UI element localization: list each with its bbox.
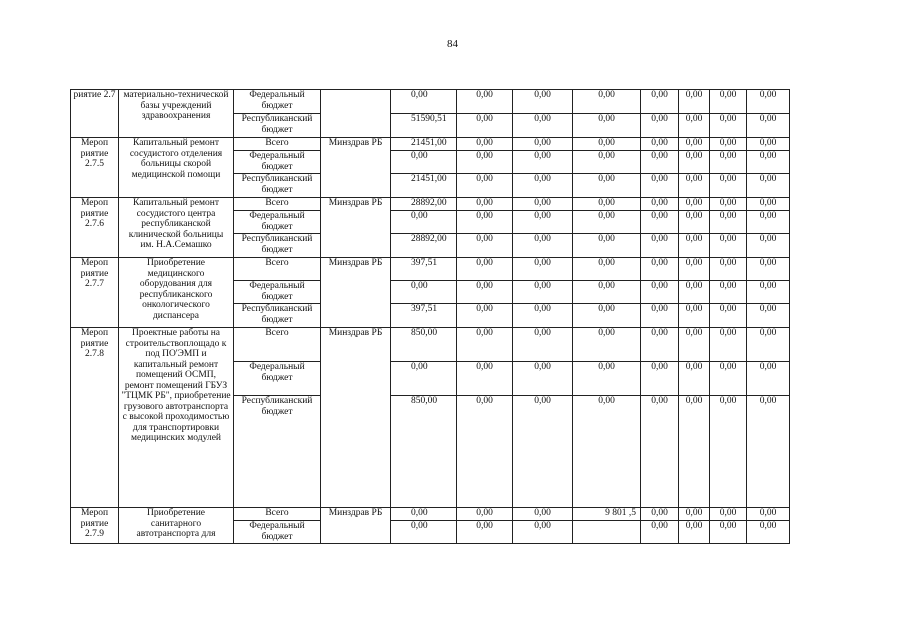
measure-name: Приобретение санитарного автотранспорта для xyxy=(119,508,234,544)
amount-cell: 0,00 xyxy=(457,211,513,234)
amount-cell: 0,00 xyxy=(641,328,679,362)
amount-cell: 0,00 xyxy=(513,281,573,304)
amount-cell: 0,00 xyxy=(457,281,513,304)
amount-cell: 0,00 xyxy=(457,174,513,198)
amount-cell: 0,00 xyxy=(513,508,573,521)
measure-code: Мероп риятие 2.7.5 xyxy=(71,138,119,198)
amount-cell: 0,00 xyxy=(710,114,747,138)
budget-table xyxy=(70,89,790,544)
amount-cell: 0,00 xyxy=(457,138,513,151)
amount-cell: 0,00 xyxy=(457,114,513,138)
amount-cell: 0,00 xyxy=(710,258,747,281)
amount-cell: 0,00 xyxy=(573,281,641,304)
amount-cell: 0,00 xyxy=(747,234,790,258)
amount-cell: 0,00 xyxy=(641,521,679,544)
amount-cell: 0,00 xyxy=(710,304,747,328)
amount-cell: 0,00 xyxy=(679,174,710,198)
amount-cell: 0,00 xyxy=(513,328,573,362)
amount-cell: 0,00 xyxy=(573,198,641,211)
amount-cell: 0,00 xyxy=(391,362,457,396)
amount-cell: 0,00 xyxy=(641,234,679,258)
amount-cell: 0,00 xyxy=(391,211,457,234)
amount-cell: 0,00 xyxy=(457,258,513,281)
amount-cell: 0,00 xyxy=(679,234,710,258)
amount-cell: 0,00 xyxy=(573,174,641,198)
amount-cell: 0,00 xyxy=(679,151,710,174)
amount-cell: 850,00 xyxy=(391,328,457,362)
executor: Минздрав РБ xyxy=(321,198,391,258)
amount-cell: 0,00 xyxy=(573,362,641,396)
amount-cell: 0,00 xyxy=(513,234,573,258)
amount-cell: 0,00 xyxy=(391,521,457,544)
amount-cell: 21451,00 xyxy=(391,138,457,151)
measure-code: Мероп риятие 2.7.6 xyxy=(71,198,119,258)
page-number: 84 xyxy=(447,38,458,50)
amount-cell: 0,00 xyxy=(747,521,790,544)
funding-source: Всего xyxy=(234,198,321,211)
amount-cell: 0,00 xyxy=(710,396,747,508)
amount-cell: 0,00 xyxy=(641,281,679,304)
executor xyxy=(321,90,391,138)
amount-cell: 0,00 xyxy=(513,114,573,138)
amount-cell: 0,00 xyxy=(641,151,679,174)
amount-cell: 850,00 xyxy=(391,396,457,508)
amount-cell: 0,00 xyxy=(710,138,747,151)
funding-source: Федеральный бюджет xyxy=(234,362,321,396)
amount-cell: 0,00 xyxy=(641,396,679,508)
amount-cell: 0,00 xyxy=(573,114,641,138)
executor: Минздрав РБ xyxy=(321,328,391,508)
amount-cell: 0,00 xyxy=(679,211,710,234)
amount-cell: 0,00 xyxy=(747,138,790,151)
table-row xyxy=(71,258,790,281)
amount-cell: 0,00 xyxy=(747,174,790,198)
amount-cell: 0,00 xyxy=(457,90,513,114)
measure-name: Проектные работы на строительствоплощадо к под ПО'ЭМП и капитальный ремонт помещений ОСМП, ремонт помещений ГБУЗ "ТЦМК РБ", приобретение грузового автотранспорта с высокой проходимостью для транспортировки медицинских модулей xyxy=(119,328,234,508)
amount-cell: 0,00 xyxy=(710,174,747,198)
amount-cell: 0,00 xyxy=(391,151,457,174)
amount-cell: 0,00 xyxy=(457,508,513,521)
funding-source: Федеральный бюджет xyxy=(234,211,321,234)
amount-cell: 0,00 xyxy=(573,396,641,508)
executor: Минздрав РБ xyxy=(321,508,391,544)
amount-cell: 0,00 xyxy=(457,328,513,362)
amount-cell: 0,00 xyxy=(641,304,679,328)
funding-source: Федеральный бюджет xyxy=(234,151,321,174)
amount-cell: 0,00 xyxy=(513,90,573,114)
amount-cell: 0,00 xyxy=(457,521,513,544)
amount-cell: 0,00 xyxy=(747,114,790,138)
amount-cell: 0,00 xyxy=(747,258,790,281)
amount-cell: 28892,00 xyxy=(391,234,457,258)
amount-cell: 0,00 xyxy=(391,281,457,304)
amount-cell: 0,00 xyxy=(679,304,710,328)
amount-cell: 0,00 xyxy=(641,174,679,198)
amount-cell: 0,00 xyxy=(710,198,747,211)
funding-source: Федеральный бюджет xyxy=(234,90,321,114)
table-row xyxy=(71,90,790,114)
table-row xyxy=(71,508,790,521)
amount-cell: 0,00 xyxy=(710,234,747,258)
amount-cell: 0,00 xyxy=(747,151,790,174)
amount-cell: 0,00 xyxy=(513,174,573,198)
amount-cell: 0,00 xyxy=(679,362,710,396)
funding-source: Республиканский бюджет xyxy=(234,234,321,258)
amount-cell: 21451,00 xyxy=(391,174,457,198)
amount-cell: 0,00 xyxy=(513,396,573,508)
amount-cell: 397,51 xyxy=(391,258,457,281)
amount-cell: 0,00 xyxy=(747,328,790,362)
amount-cell: 0,00 xyxy=(710,328,747,362)
amount-cell: 0,00 xyxy=(679,328,710,362)
amount-cell: 0,00 xyxy=(747,198,790,211)
table-row xyxy=(71,328,790,362)
amount-cell: 0,00 xyxy=(679,521,710,544)
amount-cell: 0,00 xyxy=(710,521,747,544)
amount-cell: 0,00 xyxy=(391,508,457,521)
funding-source: Республиканский бюджет xyxy=(234,174,321,198)
amount-cell: 0,00 xyxy=(573,211,641,234)
amount-cell: 0,00 xyxy=(457,198,513,211)
amount-cell: 0,00 xyxy=(710,90,747,114)
measure-code: риятие 2.7 xyxy=(71,90,119,138)
amount-cell: 0,00 xyxy=(747,396,790,508)
amount-cell: 0,00 xyxy=(641,90,679,114)
measure-name: Капитальный ремонт сосудистого отделения больницы скорой медицинской помощи xyxy=(119,138,234,198)
amount-cell: 0,00 xyxy=(679,508,710,521)
amount-cell: 0,00 xyxy=(457,151,513,174)
funding-source: Федеральный бюджет xyxy=(234,521,321,544)
amount-cell: 397,51 xyxy=(391,304,457,328)
amount-cell: 0,00 xyxy=(513,211,573,234)
table-row xyxy=(71,198,790,211)
amount-cell: 0,00 xyxy=(679,281,710,304)
amount-cell: 0,00 xyxy=(679,396,710,508)
amount-cell: 0,00 xyxy=(513,304,573,328)
amount-cell: 0,00 xyxy=(457,234,513,258)
amount-cell: 0,00 xyxy=(457,362,513,396)
amount-cell: 0,00 xyxy=(747,362,790,396)
amount-cell: 0,00 xyxy=(710,211,747,234)
amount-cell: 0,00 xyxy=(747,304,790,328)
amount-cell: 0,00 xyxy=(641,258,679,281)
funding-source: Республиканский бюджет xyxy=(234,114,321,138)
amount-cell: 0,00 xyxy=(573,90,641,114)
amount-cell: 51590,51 xyxy=(391,114,457,138)
amount-cell: 0,00 xyxy=(641,211,679,234)
funding-source: Всего xyxy=(234,138,321,151)
table-row xyxy=(71,138,790,151)
amount-cell: 0,00 xyxy=(457,304,513,328)
amount-cell: 0,00 xyxy=(457,396,513,508)
amount-cell: 0,00 xyxy=(679,258,710,281)
amount-cell: 0,00 xyxy=(513,151,573,174)
measure-name: Капитальный ремонт сосудистого центра республиканской клинической больницы им. Н.А.Семашко xyxy=(119,198,234,258)
table-body xyxy=(71,90,790,544)
amount-cell: 0,00 xyxy=(641,114,679,138)
amount-cell: 0,00 xyxy=(641,508,679,521)
funding-source: Федеральный бюджет xyxy=(234,281,321,304)
measure-code: Мероп риятие 2.7.7 xyxy=(71,258,119,328)
amount-cell: 0,00 xyxy=(513,198,573,211)
amount-cell: 0,00 xyxy=(747,90,790,114)
amount-cell: 0,00 xyxy=(641,138,679,151)
funding-source: Республиканский бюджет xyxy=(234,304,321,328)
amount-cell: 0,00 xyxy=(710,281,747,304)
amount-cell: 0,00 xyxy=(573,138,641,151)
amount-cell: 0,00 xyxy=(391,90,457,114)
amount-cell: 0,00 xyxy=(641,362,679,396)
amount-cell: 0,00 xyxy=(747,211,790,234)
amount-cell: 0,00 xyxy=(513,521,573,544)
amount-cell: 28892,00 xyxy=(391,198,457,211)
amount-cell: 0,00 xyxy=(710,362,747,396)
measure-code: Мероп риятие 2.7.9 xyxy=(71,508,119,544)
amount-cell: 0,00 xyxy=(747,508,790,521)
amount-cell: 0,00 xyxy=(573,304,641,328)
amount-cell: 0,00 xyxy=(641,198,679,211)
funding-source: Всего xyxy=(234,328,321,362)
executor: Минздрав РБ xyxy=(321,258,391,328)
amount-cell: 0,00 xyxy=(573,258,641,281)
measure-name: материально-технической базы учреждений здравоохранения xyxy=(119,90,234,138)
amount-cell: 0,00 xyxy=(573,234,641,258)
amount-cell: 0,00 xyxy=(710,151,747,174)
amount-cell: 0,00 xyxy=(573,328,641,362)
amount-cell: 0,00 xyxy=(573,151,641,174)
amount-cell: 9 801 ,5 xyxy=(573,508,641,521)
funding-source: Республиканский бюджет xyxy=(234,396,321,508)
amount-cell: 0,00 xyxy=(679,198,710,211)
measure-name: Приобретение медицинского оборудования для республиканского онкологического диспансера xyxy=(119,258,234,328)
funding-source: Всего xyxy=(234,508,321,521)
amount-cell: 0,00 xyxy=(679,90,710,114)
amount-cell: 0,00 xyxy=(679,138,710,151)
amount-cell: 0,00 xyxy=(679,114,710,138)
amount-cell: 0,00 xyxy=(513,362,573,396)
executor: Минздрав РБ xyxy=(321,138,391,198)
measure-code: Мероп риятие 2.7.8 xyxy=(71,328,119,508)
funding-source: Всего xyxy=(234,258,321,281)
amount-cell: 0,00 xyxy=(710,508,747,521)
amount-cell: 0,00 xyxy=(747,281,790,304)
amount-cell: 0,00 xyxy=(513,138,573,151)
amount-cell xyxy=(573,521,641,544)
amount-cell: 0,00 xyxy=(513,258,573,281)
